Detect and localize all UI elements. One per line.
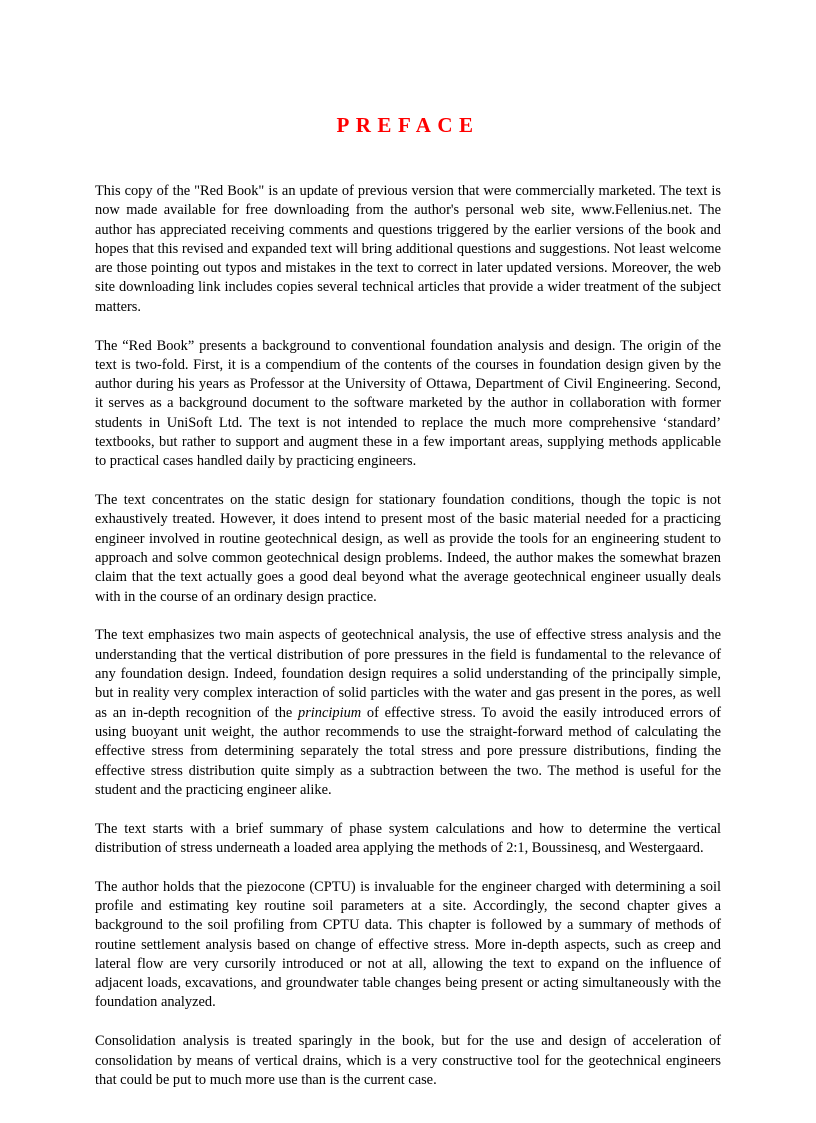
paragraph-3: The text concentrates on the static design for stationary foundation conditions, though the topic is not exhaustively treated. However, it does intend to present most of the basic material needed for a practicing engineer involved in routine geotechnical design, as well as provide the tools for an engineering student to approach and solve common geotechnical design problems. Indeed, the author makes the somewhat brazen claim that the text actually goes a good deal beyond what the average geotechnical engineer usually deals with in the course of an ordinary design practice. xyxy=(95,492,721,605)
paragraph-1: This copy of the "Red Book" is an update of previous version that were commercially marketed. The text is now made available for free downloading from the author's personal web site, www.Fellenius.net. The author has appreciated receiving comments and questions triggered by the earlier versions of the book and hopes that this revised and expanded text will bring additional questions and suggestions. Not least welcome are those pointing out typos and mistakes in the text to correct in later updated versions. Moreover, the web site downloading link includes copies several technical articles that provide a wider treatment of the subject matters. xyxy=(95,183,721,315)
paragraph-4 xyxy=(95,626,721,800)
paragraph-4-text-b: of effective stress. To avoid the easily introduced errors of using buoyant unit weight, the author recommends to use the straight-forward method of calculating the effective stress from determining separately the total stress and pore pressure distributions, finding the effective stress distribution quite simply as a subtraction between the two. The method is useful for the student and the practicing engineer alike. xyxy=(95,704,721,798)
paragraph-4-text-a: The text emphasizes two main aspects of geotechnical analysis, the use of effective stress analysis and the understanding that the vertical distribution of pore pressures in the field is fundamental to the relevance of any foundation design. Indeed, foundation design requires a solid understanding of the principally simple, but in reality very complex interaction of solid particles with the water and gas present in the pores, as well as an in-depth recognition of the xyxy=(95,627,721,721)
principium-term: principium xyxy=(298,704,362,721)
paragraph-5: The text starts with a brief summary of phase system calculations and how to determine the vertical distribution of stress underneath a loaded area applying the methods of 2:1, Boussinesq, and Westergaard. xyxy=(95,820,721,856)
paragraph-6: The author holds that the piezocone (CPTU) is invaluable for the engineer charged with determining a soil profile and estimating key routine soil parameters at a site. Accordingly, the second chapter gives a background to the soil profiling from CPTU data. This chapter is followed by a summary of methods of routine settlement analysis based on change of effective stress. More in-depth aspects, such as creep and lateral flow are very cursorily introduced or not at all, allowing the text to expand on the influence of adjacent loads, excavations, and groundwater table changes being present or acting simultaneously with the foundation analyzed. xyxy=(95,878,721,1011)
preface-body xyxy=(95,182,721,1110)
paragraph-7: Consolidation analysis is treated sparingly in the book, but for the use and design of acceleration of consolidation by means of vertical drains, which is a very constructive tool for the geotechnical engineers that could be put to much more use than is the current case. xyxy=(95,1033,721,1088)
paragraph-2: The “Red Book” presents a background to conventional foundation analysis and design. The origin of the text is two-fold. First, it is a compendium of the contents of the courses in foundation design given by the author during his years as Professor at the University of Ottawa, Department of Civil Engineering. Second, it serves as a background document to the software marketed by the author in collaboration with former students in UniSoft Ltd. The text is not intended to replace the much more comprehensive ‘standard’ textbooks, but rather to support and augment these in a few important areas, supplying methods applicable to practical cases handled daily by practicing engineers. xyxy=(95,337,721,470)
page-title: PREFACE xyxy=(336,113,480,137)
